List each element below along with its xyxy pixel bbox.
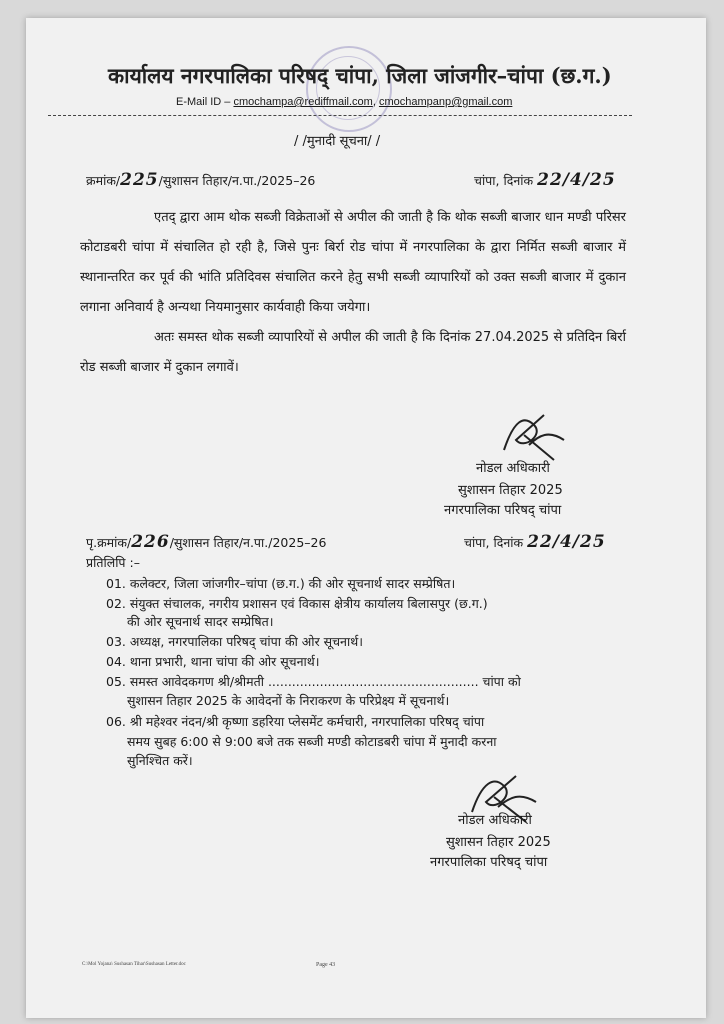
notice-paragraph-2: अतः समस्त थोक सब्जी व्यापारियों से अपील की जाती है कि दिनांक 27.04.2025 से प्रतिदिन बिर्रा रोड सब्जी बाजार में दुकान लगावें। xyxy=(80,330,626,375)
cc-item-01: 01. कलेक्टर, जिला जांजगीर–चांपा (छ.ग.) की ओर सूचनार्थ सादर सम्प्रेषित। xyxy=(106,576,456,591)
notice-heading: / /मुनादी सूचना/ / xyxy=(294,134,381,149)
place-date: चांपा, दिनांक 22/4/25 xyxy=(474,170,616,190)
cc-item-04: 04. थाना प्रभारी, थाना चांपा की ओर सूचनार्थ। xyxy=(106,654,320,669)
cc-item-03: 03. अध्यक्ष, नगरपालिका परिषद् चांपा की ओर सूचनार्थ। xyxy=(106,634,363,649)
notice-body xyxy=(80,203,626,383)
footer-page-number: Page 43 xyxy=(316,962,336,968)
cc-item-06-cont: समय सुबह 6:00 से 9:00 बजे तक सब्जी मण्डी कोटाडबरी चांपा में मुनादी करना xyxy=(127,734,497,749)
copy-to-label: प्रतिलिपि :– xyxy=(86,555,140,570)
handwritten-copy-date: 22/4/25 xyxy=(527,532,606,552)
document-page xyxy=(26,18,706,1018)
email-line xyxy=(176,96,512,108)
signatory-program-1: सुशासन तिहार 2025 xyxy=(458,483,563,498)
cc-item-06: 06. श्री महेश्वर नंदन/श्री कृष्णा डहरिया प्लेसमेंट कर्मचारी, नगरपालिका परिषद् चांपा xyxy=(106,714,485,729)
reference-number: क्रमांक/225/सुशासन तिहार/न.पा./2025–26 xyxy=(86,170,316,190)
signatory-program-2: सुशासन तिहार 2025 xyxy=(446,835,551,850)
office-title: कार्यालय नगरपालिका परिषद् चांपा, जिला जांजगीर–चांपा (छ.ग.) xyxy=(108,63,612,88)
copy-place-date: चांपा, दिनांक 22/4/25 xyxy=(464,532,606,552)
handwritten-date: 22/4/25 xyxy=(537,170,616,190)
handwritten-ref-number: 225 xyxy=(120,170,159,190)
cc-item-02: 02. संयुक्त संचालक, नगरीय प्रशासन एवं विकास क्षेत्रीय कार्यालय बिलासपुर (छ.ग.) xyxy=(106,596,488,611)
cc-item-02-cont: की ओर सूचनार्थ सादर सम्प्रेषित। xyxy=(127,614,274,629)
cc-item-06-cont-2: सुनिश्चित करें। xyxy=(127,753,193,768)
signatory-office-1: नगरपालिका परिषद् चांपा xyxy=(444,503,562,518)
header-divider xyxy=(48,115,632,116)
signatory-designation-1: नोडल अधिकारी xyxy=(476,461,550,476)
notice-paragraph-1: एतद् द्वारा आम थोक सब्जी विक्रेताओं से अपील की जाती है कि थोक सब्जी बाजार धान मण्डी परिसर कोटाडबरी चांपा में संचालित हो रही है, जिसे पुनः बिर्रा रोड चांपा में नगरपालिका के द्वारा निर्मित सब्जी बाजार में स्थानान्तरित कर पूर्व की भांति प्रतिदिवस संचालित करने हेतु सभी सब्जी व्यापारियों को उक्त सब्जी बाजार में दुकान लगाना अनिवार्य है अन्यथा नियमानुसार कार्यवाही किया जयेगा। xyxy=(80,210,626,315)
email-label: E-Mail ID – xyxy=(176,96,234,108)
handwritten-copy-ref-number: 226 xyxy=(131,532,170,552)
email-link-2[interactable]: cmochampanp@gmail.com xyxy=(378,96,513,108)
signatory-office-2: नगरपालिका परिषद् चांपा xyxy=(430,855,548,870)
cc-item-05-cont: सुशासन तिहार 2025 के आवेदनों के निराकरण के परिप्रेक्ष्य में सूचनार्थ। xyxy=(127,693,450,708)
signatory-designation-2: नोडल अधिकारी xyxy=(458,813,532,828)
footer-file-path: C:\Mol Yojana\ Sushasan Tihar\Sushasan Letter.doc xyxy=(82,962,186,967)
email-separator: , xyxy=(372,96,379,108)
copy-reference-number: पृ.क्रमांक/226/सुशासन तिहार/न.पा./2025–26 xyxy=(86,532,327,552)
email-link-1[interactable]: cmochampa@rediffmail.com xyxy=(233,96,373,108)
cc-item-05: 05. समस्त आवेदकगण श्री/श्रीमती ..................................................... चांपा को xyxy=(106,674,521,689)
